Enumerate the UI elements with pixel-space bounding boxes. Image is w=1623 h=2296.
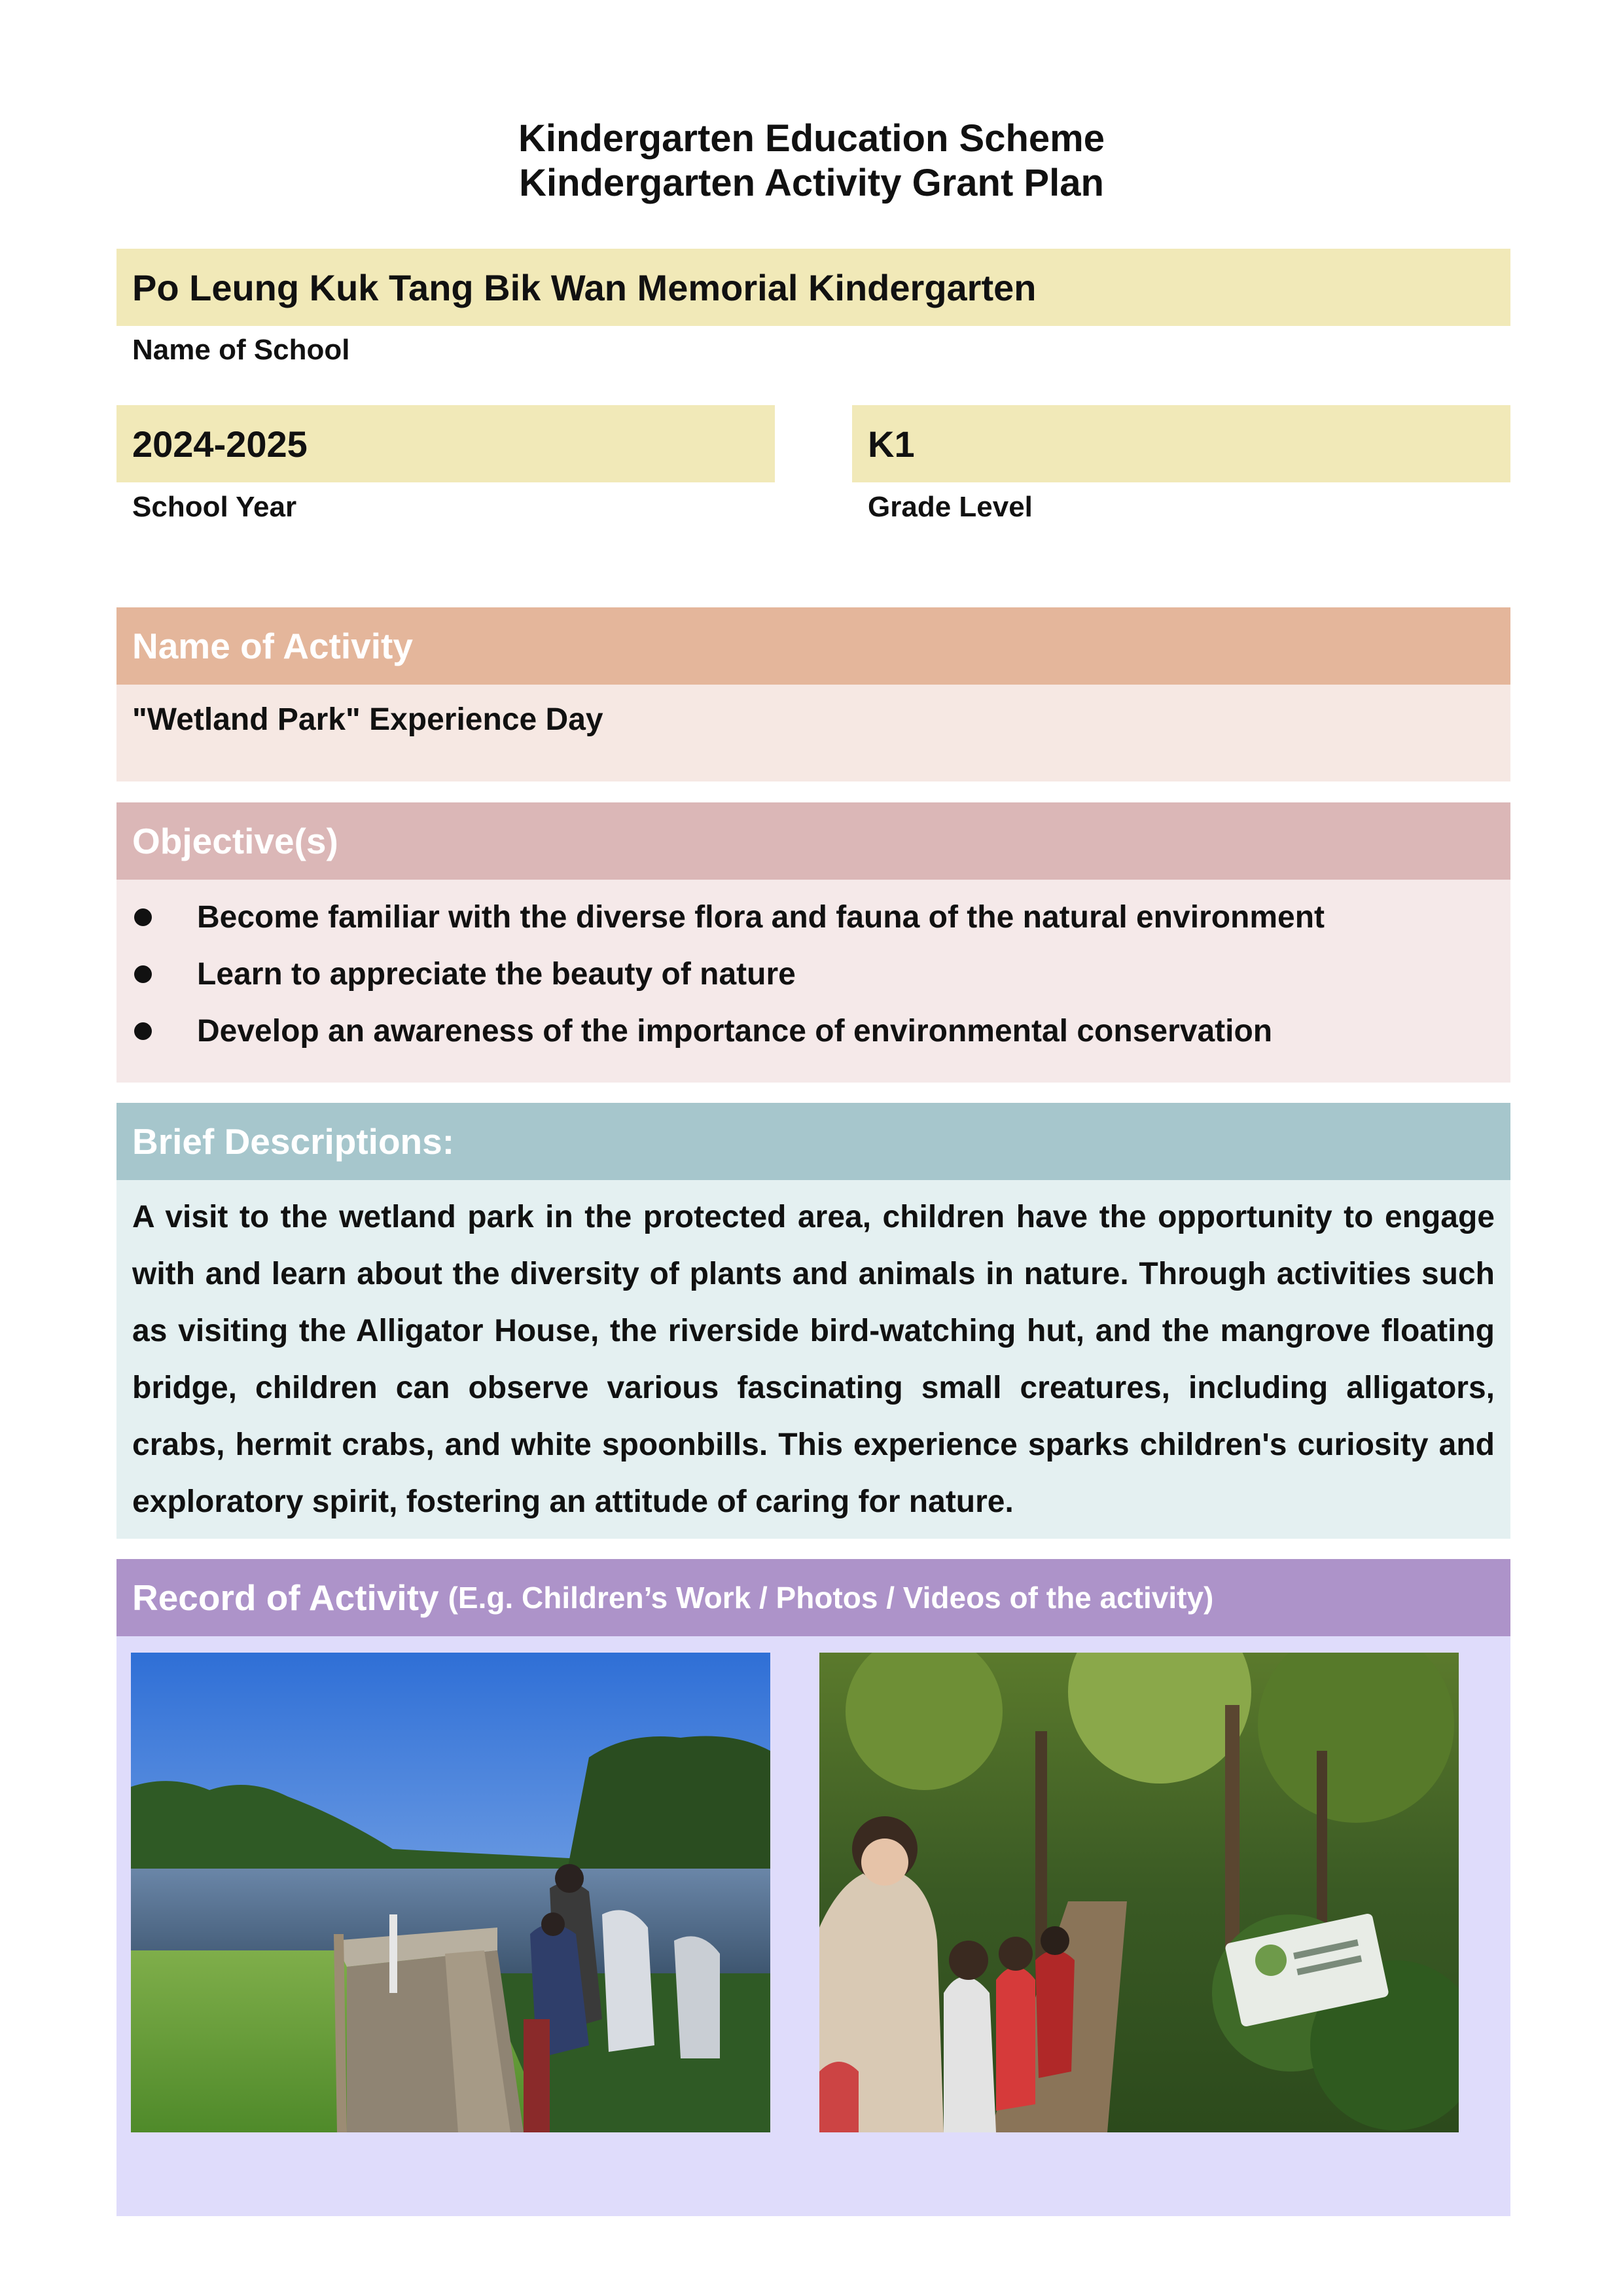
grade-level-value: K1 xyxy=(868,423,915,465)
activity-name: "Wetland Park" Experience Day xyxy=(132,702,603,737)
description-heading: Brief Descriptions: xyxy=(132,1121,455,1162)
objective-item: Become familiar with the diverse flora and fauna of the natural environment xyxy=(116,889,1510,946)
document-subtitle: Kindergarten Activity Grant Plan xyxy=(519,162,1104,204)
school-name-label: Name of School xyxy=(132,334,350,366)
activity-section-body xyxy=(116,685,1510,781)
activity-photo-lake xyxy=(131,1653,770,2132)
bullet-icon xyxy=(134,965,152,983)
activity-heading: Name of Activity xyxy=(132,626,413,666)
objective-item: Develop an awareness of the importance of environmental conservation xyxy=(116,1003,1510,1060)
record-heading: Record of Activity xyxy=(132,1577,439,1618)
description-section-body xyxy=(116,1180,1510,1539)
objectives-heading: Objective(s) xyxy=(132,821,338,861)
school-name-value: Po Leung Kuk Tang Bik Wan Memorial Kindergarten xyxy=(132,266,1037,308)
bullet-icon xyxy=(134,908,152,926)
objectives-section-body xyxy=(116,880,1510,1083)
school-year-label: School Year xyxy=(132,491,297,523)
description-text: A visit to the wetland park in the protected area, children have the opportunity to engage with and learn about the diversity of plants and animals in nature. Through activities such as visiting the Alligator House, the riverside bird-watching hut, and the mangrove floating bridge, children can observe various fascinating small creatures, including alligators, crabs, hermit crabs, and white spoonbills. This experience sparks children's curiosity and exploratory spirit, fostering an attitude of caring for nature. xyxy=(132,1200,1495,1519)
record-section-header xyxy=(116,1559,1510,1636)
objectives-list xyxy=(116,889,1510,1060)
school-year-field xyxy=(116,405,775,482)
activity-section-header xyxy=(116,607,1510,685)
objectives-section-header xyxy=(116,802,1510,880)
school-name-field xyxy=(116,249,1510,326)
objective-item: Learn to appreciate the beauty of nature xyxy=(116,946,1510,1003)
grade-level-label: Grade Level xyxy=(868,491,1033,523)
grade-level-field xyxy=(852,405,1510,482)
document-title: Kindergarten Education Scheme xyxy=(518,117,1105,160)
activity-photo-trail xyxy=(819,1653,1459,2132)
description-section-header xyxy=(116,1103,1510,1180)
bullet-icon xyxy=(134,1022,152,1040)
record-subheading: (E.g. Children’s Work / Photos / Videos of the activity) xyxy=(448,1581,1214,1615)
school-year-value: 2024-2025 xyxy=(132,423,308,465)
